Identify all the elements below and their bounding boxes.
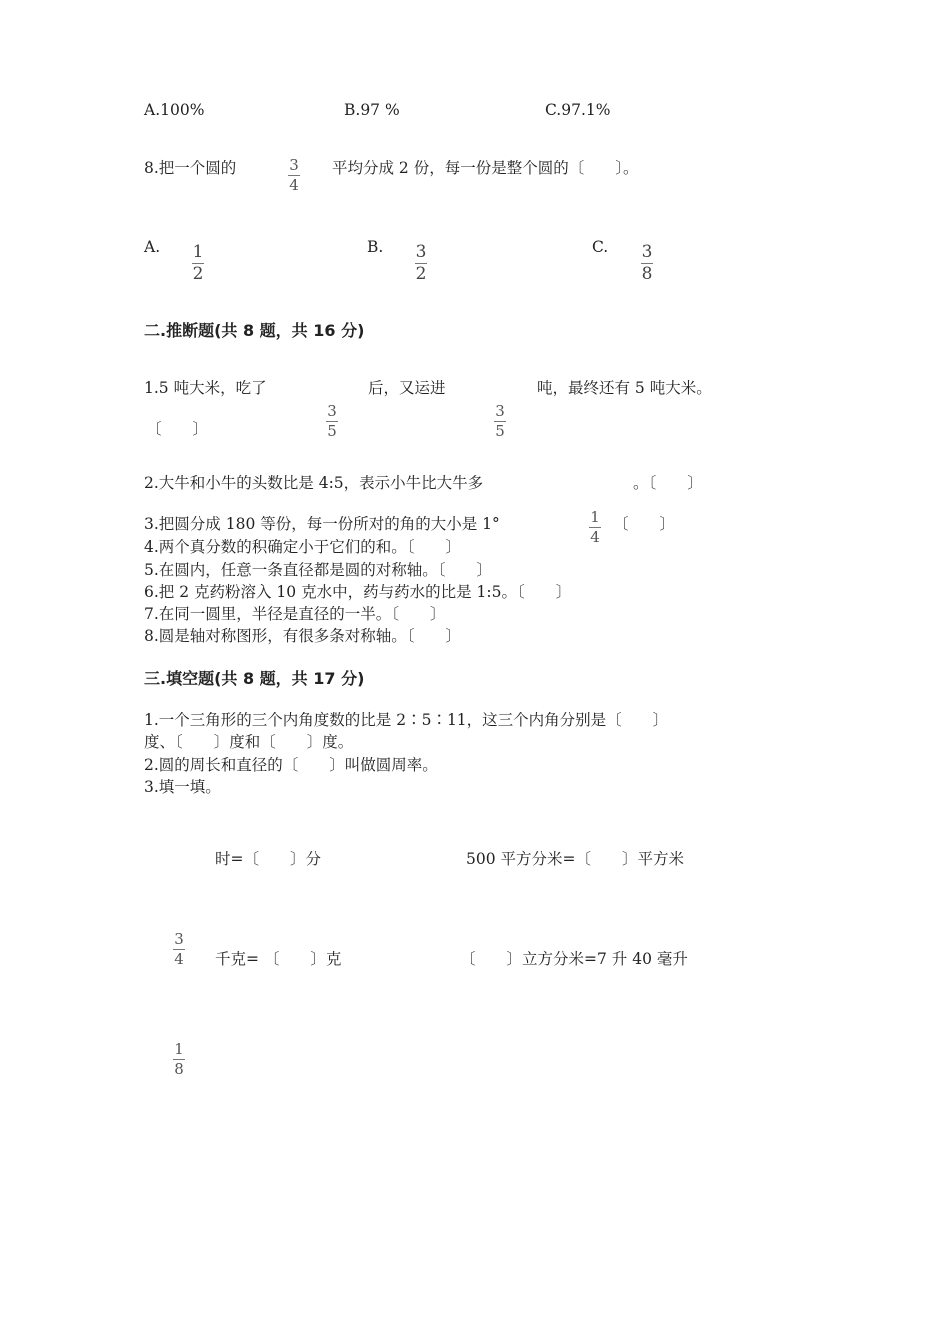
fill-c: 千克= 〔 〕克 [215,950,342,968]
numerator: 1 [174,1040,184,1058]
s2-q2-tail: 。〔 〕 [633,474,703,492]
s2-q6: 6.把 2 克药粉溶入 10 克水中，药与药水的比是 1:5。〔 〕 [144,583,572,601]
numerator: 3 [174,930,184,948]
s2-q1-answer-paren: 〔 〕 [146,420,209,438]
s3-q3: 3.填一填。 [144,778,221,796]
s2-q1-part1: 1.5 吨大米，吃了 [144,379,267,397]
s2-q1-part2: 后，又运进 [368,379,446,397]
q8-fraction [286,158,302,193]
section3-title: 三.填空题(共 8 题，共 17 分) [144,669,365,688]
denominator: 2 [192,264,204,284]
numerator: 3 [641,242,653,262]
fill-a: 时=〔 〕分 [215,850,321,868]
s2-q1-part3: 吨，最终还有 5 吨大米。 [537,379,712,397]
s2-q7: 7.在同一圆里，半径是直径的一半。〔 〕 [144,605,446,623]
numerator: 1 [590,508,600,526]
fill-b: 500 平方分米=〔 〕平方米 [466,850,684,868]
option-c: C.97.1% [545,101,611,119]
q8-option-b-fraction [413,244,429,283]
denominator: 5 [495,422,505,440]
s2-q1-fraction-1 [324,404,340,439]
denominator: 4 [174,950,184,968]
s2-q3-fraction [587,510,603,545]
denominator: 5 [327,422,337,440]
s2-q2-text: 2.大牛和小牛的头数比是 4:5，表示小牛比大牛多 [144,474,484,492]
denominator: 8 [174,1060,184,1078]
s2-q3-text: 3.把圆分成 180 等份，每一份所对的角的大小是 1° [144,515,500,533]
q8-option-a-fraction [190,244,206,283]
numerator: 3 [327,402,337,420]
section2-title: 二.推断题(共 8 题，共 16 分) [144,321,365,340]
q8-option-c-label: C. [592,238,609,256]
q8-prefix: 8.把一个圆的 [144,159,237,177]
option-a: A.100% [144,101,205,119]
numerator: 3 [495,402,505,420]
numerator: 1 [192,242,204,262]
q8-option-b-label: B. [367,238,384,256]
q8-option-a-label: A. [144,238,161,256]
fill-d: 〔 〕立方分米=7 升 40 毫升 [460,950,688,968]
s2-q4: 4.两个真分数的积确定小于它们的和。〔 〕 [144,538,462,556]
denominator: 4 [289,176,299,194]
numerator: 3 [415,242,427,262]
s2-q5: 5.在圆内，任意一条直径都是圆的对称轴。〔 〕 [144,561,493,579]
q8-option-c-fraction [639,244,655,283]
q8-suffix: 平均分成 2 份，每一份是整个圆的〔 〕。 [332,159,639,177]
fill-c-fraction [171,932,187,967]
s3-q1-line2: 度、〔 〕度和〔 〕度。 [144,733,354,751]
denominator: 2 [415,264,427,284]
denominator: 8 [641,264,653,284]
fill-e-fraction [171,1042,187,1077]
s2-q8: 8.圆是轴对称图形，有很多条对称轴。〔 〕 [144,627,462,645]
s2-q3-tail: 〔 〕 [613,515,676,533]
numerator: 3 [289,156,299,174]
s2-q1-fraction-2 [492,404,508,439]
s3-q2: 2.圆的周长和直径的〔 〕叫做圆周率。 [144,756,438,774]
option-b: B.97 % [344,101,400,119]
denominator: 4 [590,528,600,546]
s3-q1-line1: 1.一个三角形的三个内角度数的比是 2∶5∶11，这三个内角分别是〔 〕 [144,711,669,729]
